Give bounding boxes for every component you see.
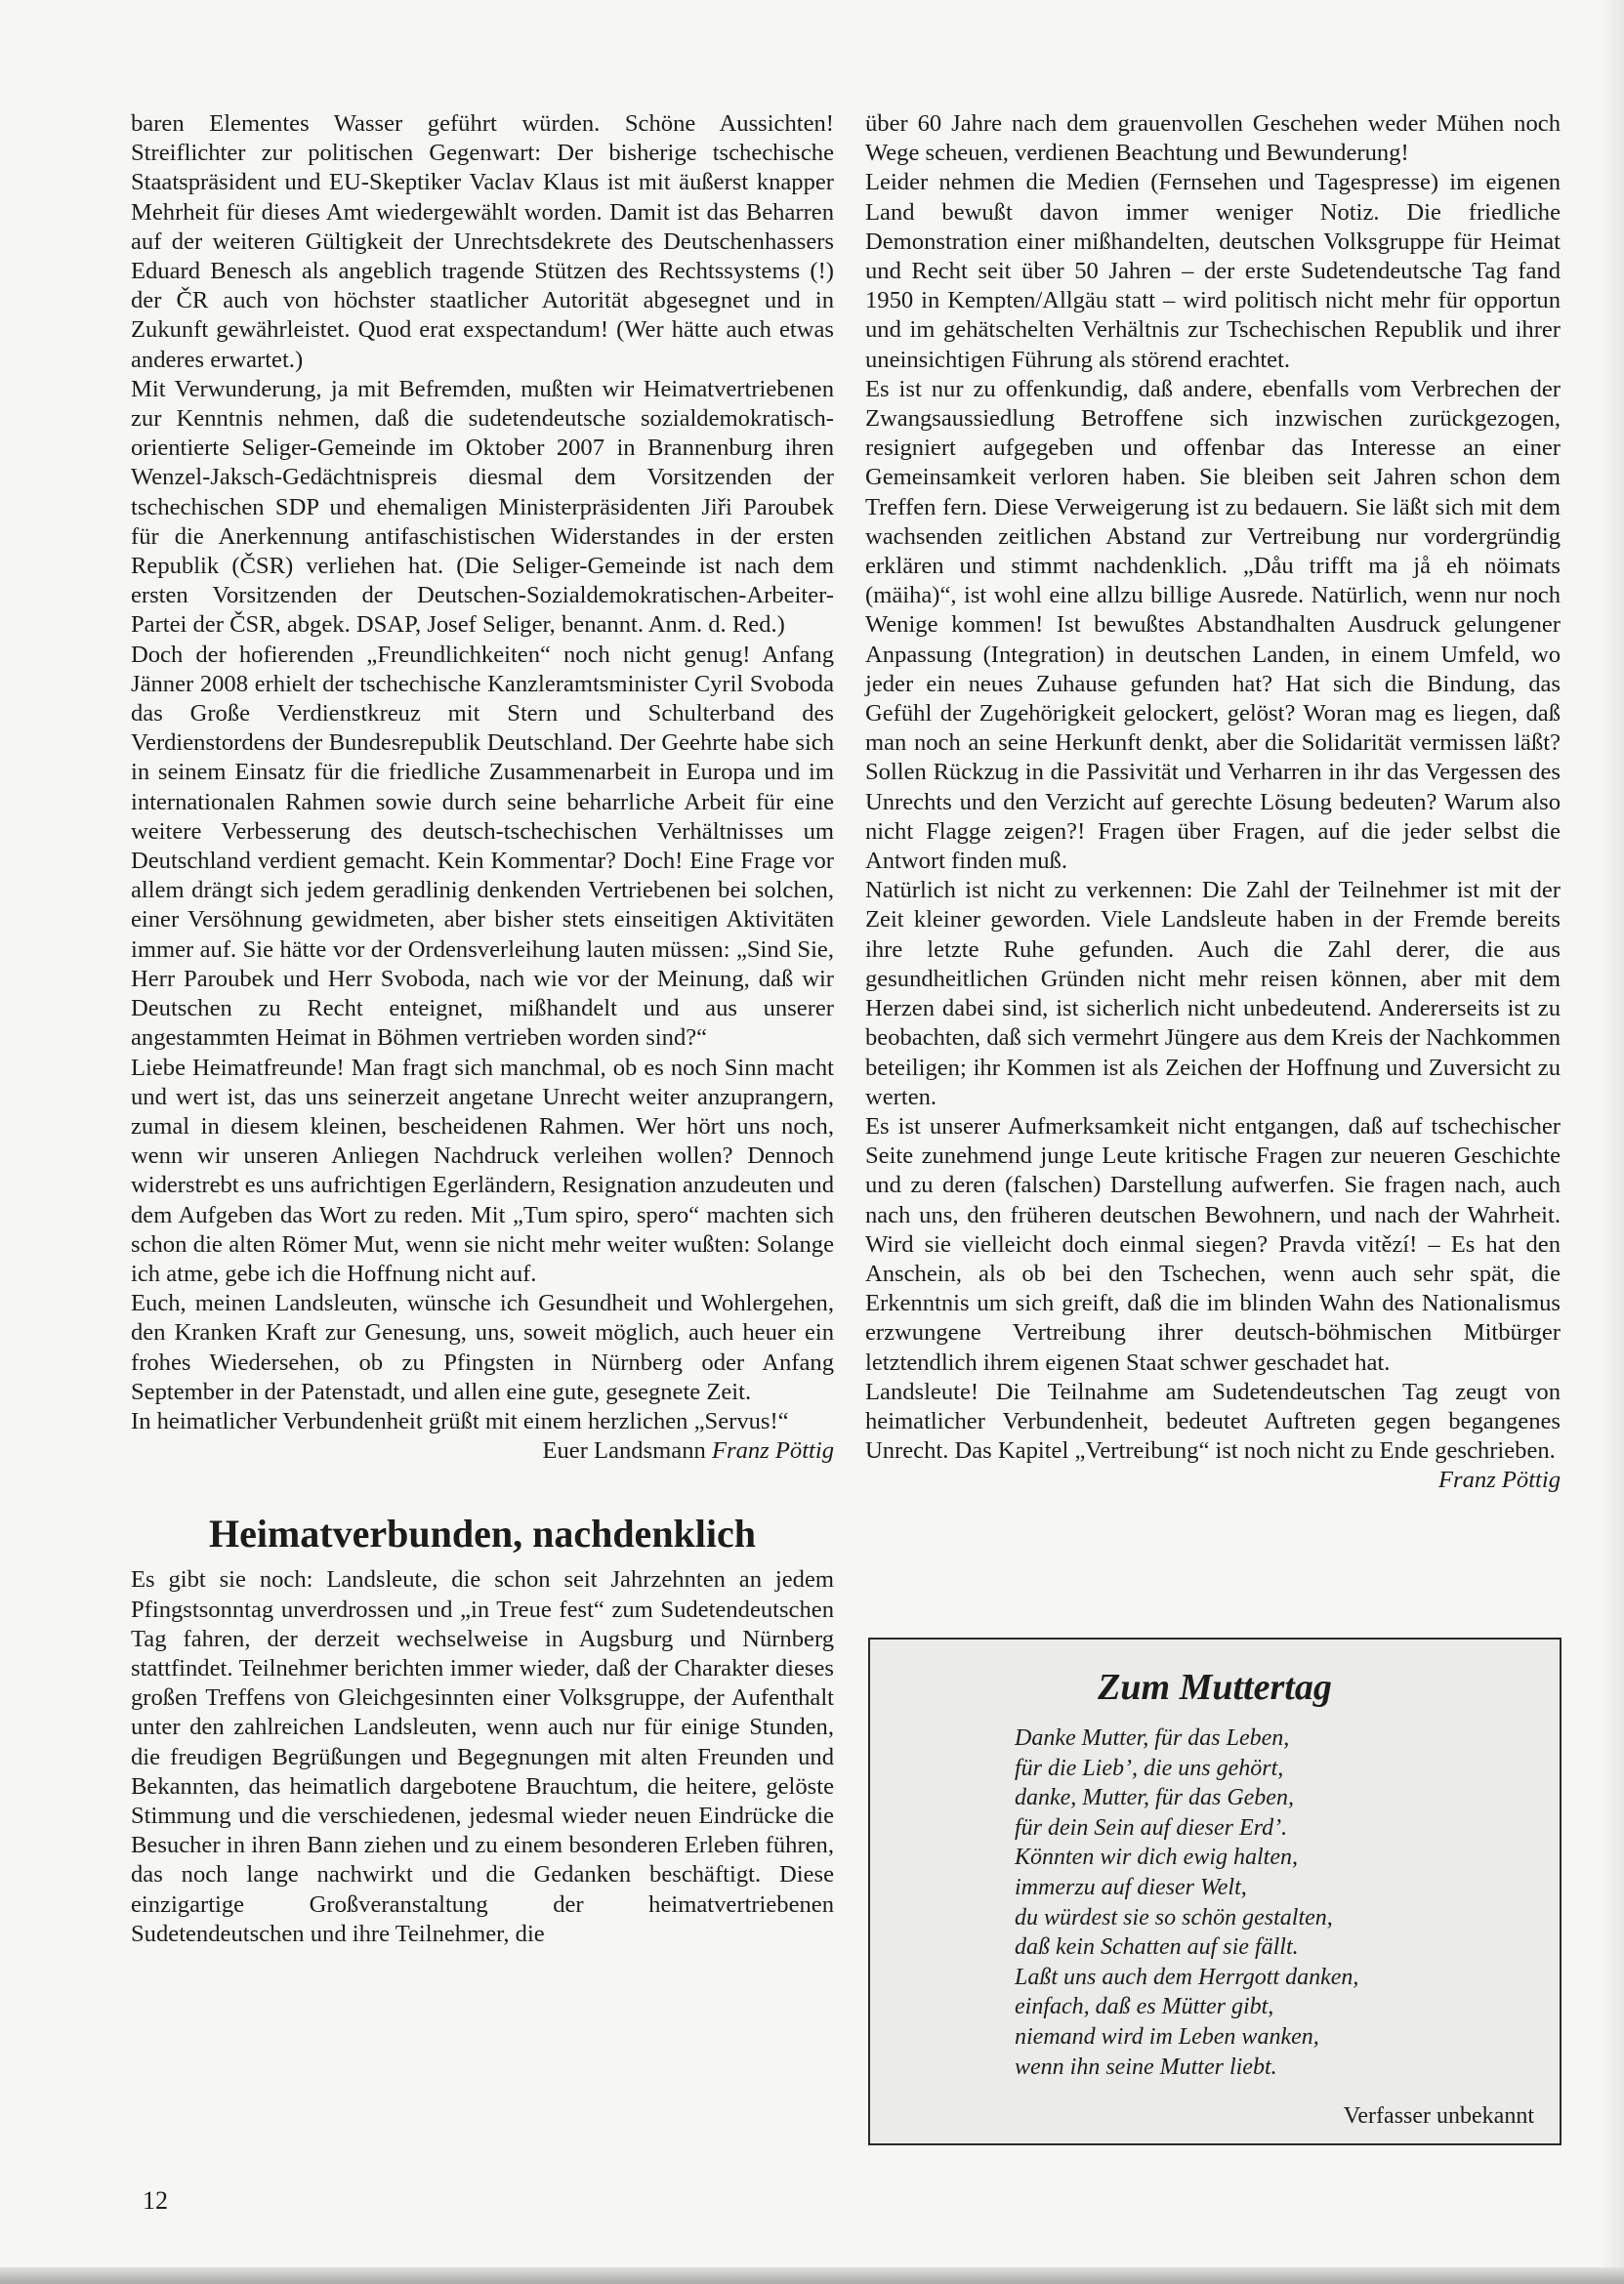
body-paragraph: Es ist unserer Aufmerksamkeit nicht entgangen, daß auf tschechischer Seite zunehmend junge Leute kritische Fragen zur neueren Geschichte und zu deren (falschen) Darstellung aufwerfen. Sie fragen nach, auch nach uns, den früheren deutschen Bewohnern, und nach der Wahrheit. Wird sie vielleicht doch einmal siegen? Pravda vitězí! – Es hat den Anschein, als ob bei den Tschechen, wenn auch sehr spät, die Erkenntnis um sich greift, daß die im blinden Wahn des Nationalismus erzwungene Vertreibung ihrer deutsch-böhmischen Mitbürger letztendlich ihrem eigenen Staat schwer geschadet hat.: [865, 1112, 1561, 1376]
body-paragraph: Euch, meinen Landsleuten, wünsche ich Gesundheit und Wohlergehen, den Kranken Kraft zur Genesung, uns, soweit möglich, auch heuer ein frohes Wiedersehen, ob zu Pfingsten in Nürnberg oder Anfang September in der Patenstadt, und allen eine gute, gesegnete Zeit.: [131, 1290, 834, 1405]
body-paragraph: Natürlich ist nicht zu verkennen: Die Zahl der Teilnehmer ist mit der Zeit kleiner geworden. Viele Landsleute haben in der Fremde bereits ihre letzte Ruhe gefunden. Auch die Zahl derer, die aus gesundheitlichen Gründen nicht mehr reisen können, aber mit dem Herzen dabei sind, ist sicherlich nicht unbedeutend. Andererseits ist zu beobachten, daß sich vermehrt Jüngere aus dem Kreis der Nachkommen beteiligen; ihr Kommen ist als Zeichen der Hoffnung und Zuversicht zu werten.: [865, 877, 1561, 1110]
page-number: 12: [143, 2186, 168, 2215]
body-paragraph: baren Elementes Wasser geführt würden. Schöne Aussichten! Streiflichter zur politischen Gegenwart: Der bisherige tschechische Staatspräsident und EU-Skeptiker Vaclav Klaus ist mit äußerst knapper Mehrheit für dieses Amt wiedergewählt worden. Damit ist das Beharren auf der weiteren Gültigkeit der Unrechtsdekrete des Deutschenhassers Eduard Benesch als angeblich tragende Stützen des Rechtssystems (!) der ČR auch von höchster staatlicher Autorität abgesegnet und in Zukunft gewährleistet. Quod erat exspectandum! (Wer hätte auch etwas anderes erwartet.): [131, 110, 834, 373]
poem-line: immerzu auf dieser Welt,: [1015, 1874, 1247, 1900]
article-signoff: [865, 1466, 1561, 1495]
body-paragraph: Landsleute! Die Teilnahme am Sudetendeutschen Tag zeugt von heimatlicher Verbundenheit, bedeutet Auftreten gegen begangenes Unrecht. Das Kapitel „Vertreibung“ ist noch nicht zu Ende geschrieben.: [865, 1378, 1561, 1465]
body-paragraph: Doch der hofierenden „Freundlichkeiten“ noch nicht genug! Anfang Jänner 2008 erhielt der tschechische Kanzleramtsminister Cyril Svoboda das Große Verdienstkreuz mit Stern und Schulterband des Verdienstordens der Bundesrepublik Deutschland. Der Geehrte habe sich in seinem Einsatz für die friedliche Zusammenarbeit in Europa und im internationalen Rahmen sowie durch seine beharrliche Arbeit für eine weitere Verbesserung des deutsch-tschechischen Verhältnisses um Deutschland verdient gemacht. Kein Kommentar? Doch! Eine Frage vor allem drängt sich jedem geradlinig denkenden Vertriebenen bei solchen, einer Versöhnung gewidmeten, aber bisher stets einseitigen Aktivitäten immer auf. Sie hätte vor der Ordensverleihung lauten müssen: „Sind Sie, Herr Paroubek und Herr Svoboda, nach wie vor der Meinung, daß wir Deutschen zu Recht enteignet, mißhandelt und aus unserer angestammten Heimat in Böhmen vertrieben worden sind?“: [131, 641, 834, 1052]
poem-line: einfach, daß es Mütter gibt,: [1015, 1994, 1274, 2020]
body-paragraph: über 60 Jahre nach dem grauenvollen Geschehen weder Mühen noch Wege scheuen, verdienen Beachtung und Bewunderung!: [865, 110, 1561, 167]
author-name: Franz Pöttig: [711, 1437, 834, 1465]
poem-line: daß kein Schatten auf sie fällt.: [1015, 1934, 1299, 1961]
right-column: [865, 109, 1561, 1496]
poem-line: Könnten wir dich ewig halten,: [1015, 1845, 1298, 1871]
poem-line: für die Lieb’, die uns gehört,: [1015, 1755, 1284, 1781]
poem-lines: [1015, 1723, 1560, 2082]
poem-line: Laßt uns auch dem Herrgott danken,: [1015, 1964, 1359, 1990]
scan-bottom-edge: [0, 2267, 1624, 2284]
body-paragraph: Liebe Heimatfreunde! Man fragt sich manchmal, ob es noch Sinn macht und wert ist, das uns seinerzeit angetane Unrecht weiter anzuprangern, zumal in diesem kleinen, bescheidenen Rahmen. Wer hört uns noch, wenn wir unseren Anliegen Nachdruck verleihen wollen? Dennoch widerstrebt es uns aufrichtigen Egerländern, Resignation anzudeuten und dem Aufgeben das Wort zu reden. Mit „Tum spiro, spero“ machten sich schon die alten Römer Mut, wenn sie nicht mehr weiter wußten: Solange ich atme, gebe ich die Hoffnung nicht auf.: [131, 1054, 834, 1287]
body-paragraph: In heimatlicher Verbundenheit grüßt mit einem herzlichen „Servus!“: [131, 1407, 789, 1434]
poem-line: für dein Sein auf dieser Erd’.: [1015, 1814, 1288, 1841]
letter-signoff: [131, 1436, 834, 1466]
poem-line: wenn ihn seine Mutter liebt.: [1015, 2054, 1277, 2080]
body-paragraph: Mit Verwunderung, ja mit Befremden, mußten wir Heimatvertriebenen zur Kenntnis nehmen, daß die sudetendeutsche sozialdemokratisch-orientierte Seliger-Gemeinde im Oktober 2007 in Brannenburg ihren Wenzel-Jaksch-Gedächtnispreis diesmal dem Vorsitzenden der tschechischen SDP und ehemaligen Ministerpräsidenten Jiři Paroubek für die Anerkennung antifaschistischen Widerstandes in der ersten Republik (ČSR) verliehen hat. (Die Seliger-Gemeinde ist nach dem ersten Vorsitzenden der Deutschen-Sozialdemokratischen-Arbeiter-Partei der ČSR, abgek. DSAP, Josef Seliger, benannt. Anm. d. Red.): [131, 375, 834, 639]
poem-title: Zum Muttertag: [1098, 1667, 1332, 1708]
left-column: [131, 109, 834, 1949]
body-paragraph: Es ist nur zu offenkundig, daß andere, ebenfalls vom Verbrechen der Zwangsaussiedlung Betroffene sich inzwischen zurückgezogen, resigniert aufgegeben und offenbar das Interesse an einer Gemeinsamkeit verloren haben. Sie bleiben seit Jahren schon dem Treffen fern. Diese Verweigerung ist zu bedauern. Sie läßt sich mit dem wachsenden zeitlichen Abstand zur Vertreibung nur vordergründig erklären und stimmt nachdenklich. „Dåu trifft ma jå eh nöimats (mäiha)“, ist wohl eine allzu billige Ausrede. Natürlich, wenn nur noch Wenige kommen! Ist bewußtes Abstandhalten Ausdruck gelungener Anpassung (Integration) in deutschen Landen, in einem Umfeld, wo jeder ein neues Zuhause gefunden hat? Hat sich die Bindung, das Gefühl der Zugehörigkeit gelockert, gelöst? Woran mag es liegen, daß man noch an seine Herkunft denkt, aber die Solidarität vermissen läßt? Sollen Rückzug in die Passivität und Verharren in ihr das Vergessen des Unrechts und den Verzicht auf gerechte Lösung bedeuten? Warum also nicht Flagge zeigen?! Fragen über Fragen, auf die jeder selbst die Antwort finden muß.: [865, 375, 1561, 875]
scan-edge-shadow: [1602, 0, 1624, 2284]
poem-box: [868, 1638, 1562, 2145]
poem-author: Verfasser unbekannt: [1343, 2103, 1534, 2129]
poem-line: Danke Mutter, für das Leben,: [1015, 1725, 1290, 1751]
poem-line: niemand wird im Leben wanken,: [1015, 2023, 1319, 2050]
author-name: Franz Pöttig: [1437, 1467, 1561, 1494]
signoff-prefix: Euer Landsmann: [542, 1437, 706, 1465]
poem-line: du würdest sie so schön gestalten,: [1015, 1904, 1333, 1931]
article-heading: Heimatverbunden, nachdenklich: [208, 1512, 757, 1557]
poem-line: danke, Mutter, für das Geben,: [1015, 1785, 1294, 1811]
body-paragraph: Es gibt sie noch: Landsleute, die schon seit Jahrzehnten an jedem Pfingstsonntag unverdrossen und „in Treue fest“ zum Sudetendeutschen Tag fahren, der derzeit wechselweise in Augsburg und Nürnberg stattfindet. Teilnehmer berichten immer wieder, daß der Charakter dieses großen Treffens von Gleichgesinnten einer Volksgruppe, der Aufenthalt unter den zahlreichen Landsleuten, wenn auch nur für einige Stunden, die freudigen Begrüßungen und Begegnungen mit alten Freunden und Bekannten, das heimatlich dargebotene Brauchtum, die heitere, gelöste Stimmung und die verschiedenen, jedesmal wieder neuen Eindrücke die Besucher in ihren Bann ziehen und zu einem besonderen Erleben führen, das noch lange nachwirkt und die Gedanken beschäftigt. Diese einzigartige Großveranstaltung der heimatvertriebenen Sudetendeutschen und ihre Teilnehmer, die: [131, 1566, 834, 1947]
body-paragraph: Leider nehmen die Medien (Fernsehen und Tagespresse) im eigenen Land bewußt davon immer weniger Notiz. Die friedliche Demonstration einer mißhandelten, deutschen Volksgruppe für Heimat und Recht seit über 50 Jahren – der erste Sudetendeutsche Tag fand 1950 in Kempten/Allgäu statt – wird politisch nicht mehr für opportun und im gehätschelten Verhältnis zur Tschechischen Republik und ihrer uneinsichtigen Führung als störend erachtet.: [865, 169, 1561, 373]
